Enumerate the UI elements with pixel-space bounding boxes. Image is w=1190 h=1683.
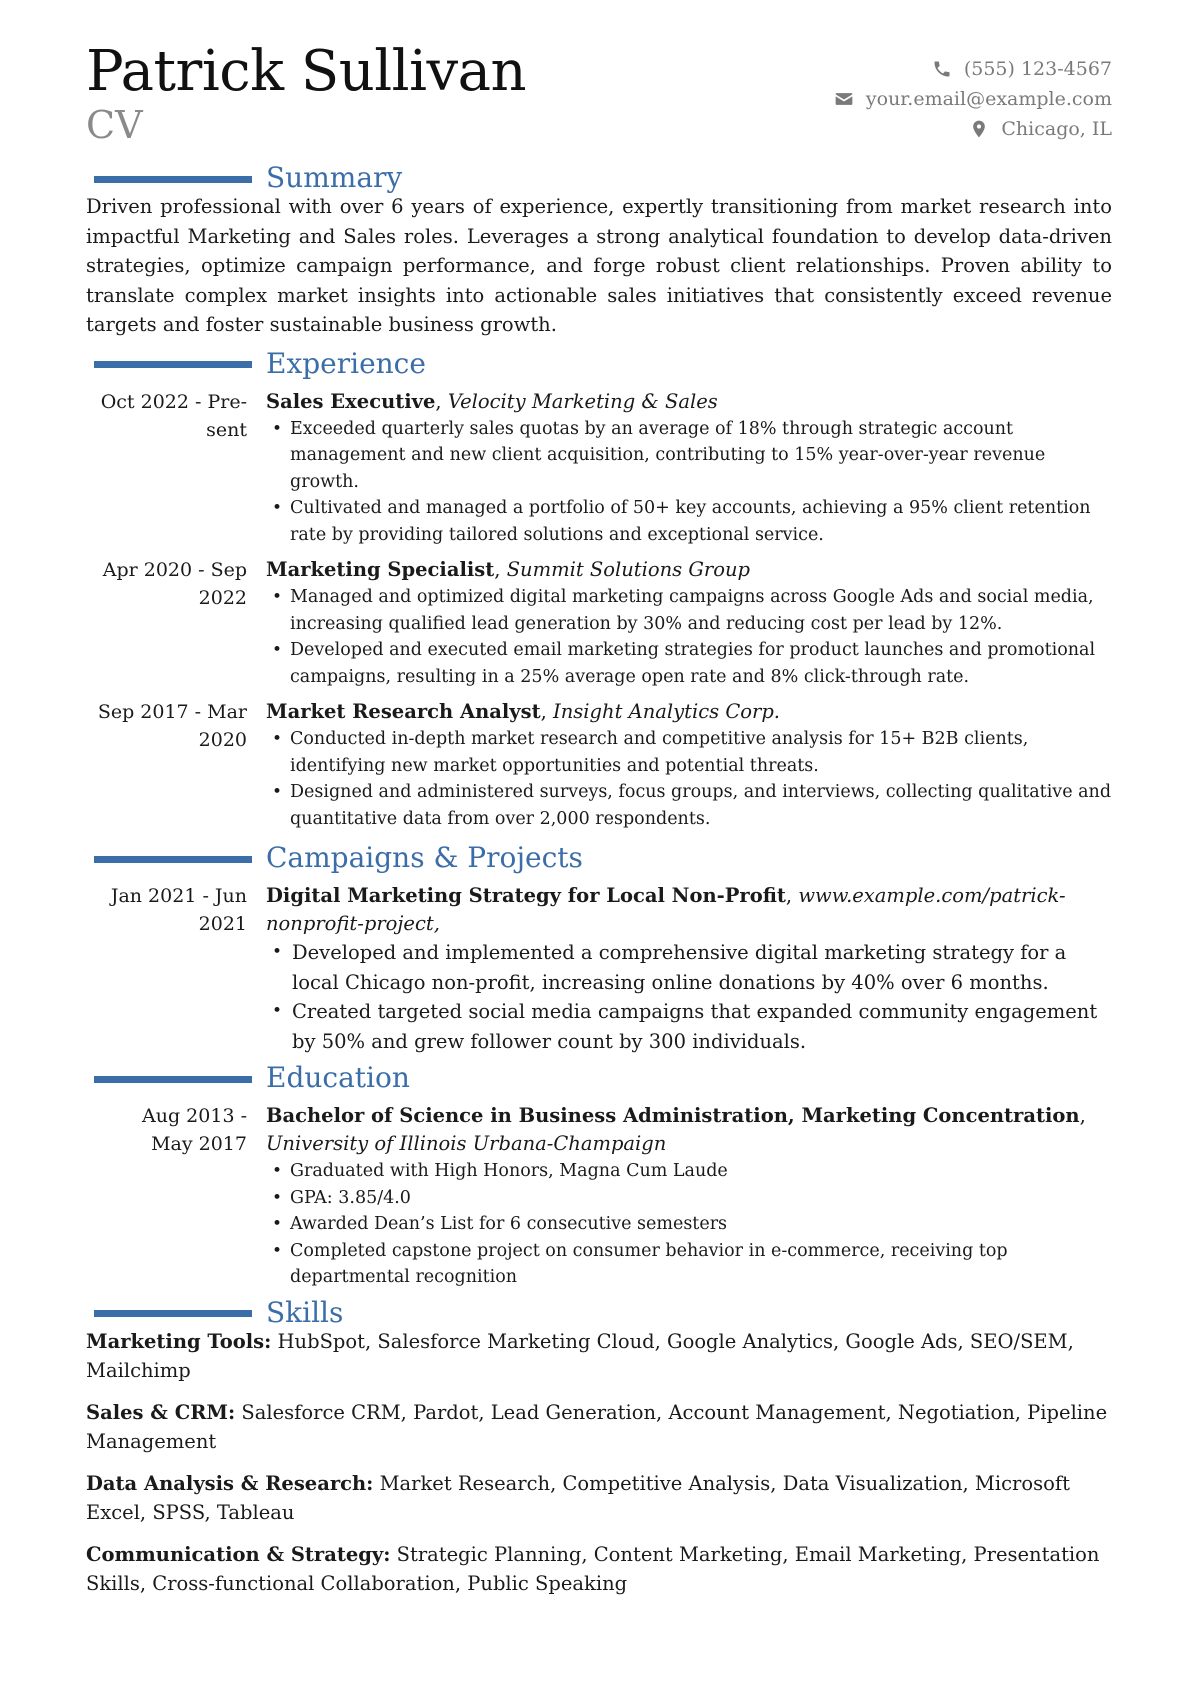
summary-text: Driven professional with over 6 years of experience, expertly transitioning from market research into impactful Marketing and Sales roles. Leverages a strong analytical foundation to develop data-driven strategies, optimize campaign performance, and forge robust client relationships. Proven ability to translate complex market insights into actionable sales initiatives that consistently exceed revenue targets and foster sustainable business growth. <box>86 195 1112 336</box>
section-title-education: Education <box>266 1061 410 1094</box>
contact-email[interactable] <box>834 84 1112 114</box>
skill-category: Marketing Tools: <box>86 1329 272 1353</box>
entry-date <box>86 556 247 690</box>
degree: Bachelor of Science in Business Administration, Marketing Concentration <box>266 1104 1080 1127</box>
contact-info <box>834 54 1112 144</box>
skill-row <box>86 1469 1112 1528</box>
entry-body <box>266 698 1112 832</box>
date-line: Jan 2021 - Jun <box>110 885 247 907</box>
section-heading <box>86 838 1112 878</box>
location-text: Chicago, IL <box>1001 118 1112 140</box>
bullet-item: • Graduated with High Honors, Magna Cum Laude <box>266 1158 1112 1185</box>
bullet-list <box>266 584 1112 690</box>
project-entry <box>86 882 1112 1056</box>
bullet-item: • Awarded Dean’s List for 6 consecutive semesters <box>266 1211 1112 1238</box>
entry-title: Bachelor of Science in Business Administration, Marketing Concentration, <box>266 1104 1086 1127</box>
entry-body <box>266 1102 1112 1291</box>
skill-row <box>86 1398 1112 1457</box>
bullet-item: • Managed and optimized digital marketing campaigns across Google Ads and social media, increasing qualified lead generation by 30% and reducing cost per lead by 12%. <box>266 584 1112 637</box>
bullet-item: • Designed and administered surveys, focus groups, and interviews, collecting qualitative and quantitative data from over 2,000 respondents. <box>266 779 1112 832</box>
date-line: 2020 <box>198 729 247 751</box>
bullet-item: • Created targeted social media campaigns that expanded community engagement by 50% and grew follower count by 300 individuals. <box>266 997 1112 1056</box>
entry-title: Market Research Analyst, Insight Analytics Corp. <box>266 700 780 723</box>
date-line: Aug 2013 - <box>142 1105 247 1127</box>
organization: Velocity Marketing & Sales <box>447 389 718 413</box>
experience-entry <box>86 556 1112 690</box>
education-entry <box>86 1102 1112 1291</box>
skill-values: Salesforce CRM, Pardot, Lead Generation, Account Management, Negotiation, Pipeline Management <box>86 1400 1108 1453</box>
phone-icon <box>932 59 952 79</box>
summary-section <box>86 158 1112 340</box>
entry-body <box>266 556 1112 690</box>
section-accent-bar <box>94 1310 252 1317</box>
section-accent-bar <box>94 176 252 183</box>
skill-values: Strategic Planning, Content Marketing, Email Marketing, Presentation Skills, Cross-functional Collaboration, Public Speaking <box>86 1542 1100 1595</box>
entry-title: Digital Marketing Strategy for Local Non-Profit, www.example.com/patrick-nonprofit-project, <box>266 884 1066 935</box>
date-line: 2022 <box>198 587 247 609</box>
skill-values: Market Research, Competitive Analysis, Data Visualization, Microsoft Excel, SPSS, Tableau <box>86 1471 1070 1524</box>
institution-line <box>266 1130 1112 1158</box>
section-title-experience: Experience <box>266 346 426 380</box>
date-line: Sep 2017 - Mar <box>97 701 247 723</box>
entry-body <box>266 882 1112 1056</box>
job-role: Sales Executive <box>266 389 436 413</box>
skill-category: Communication & Strategy: <box>86 1542 391 1566</box>
skill-row <box>86 1327 1112 1386</box>
bullet-list <box>266 726 1112 832</box>
cv-page <box>86 40 1112 1611</box>
section-title-summary: Summary <box>266 161 403 194</box>
entry-title: Marketing Specialist, Summit Solutions Group <box>266 558 751 581</box>
skill-category: Sales & CRM: <box>86 1400 236 1424</box>
skills-section <box>86 1293 1112 1599</box>
date-line: 2021 <box>198 913 247 935</box>
section-accent-bar <box>94 856 252 863</box>
cv-header <box>86 40 1112 158</box>
bullet-item: • Developed and implemented a comprehensive digital marketing strategy for a local Chicago non-profit, increasing online donations by 40% over 6 months. <box>266 938 1112 997</box>
section-accent-bar <box>94 361 252 368</box>
bullet-item: • Conducted in-depth market research and competitive analysis for 15+ B2B clients, identifying new market opportunities and potential threats. <box>266 726 1112 779</box>
bullet-list <box>266 938 1112 1056</box>
section-title-projects: Campaigns & Projects <box>266 841 583 874</box>
full-name: Patrick Sullivan <box>86 39 527 104</box>
bullet-item: • Cultivated and managed a portfolio of 50+ key accounts, achieving a 95% client retention rate by providing tailored solutions and exceptional service. <box>266 495 1112 548</box>
institution: University of Illinois Urbana-Champaign <box>266 1132 667 1155</box>
job-role: Marketing Specialist <box>266 558 495 581</box>
envelope-icon <box>834 89 854 109</box>
skill-values: HubSpot, Salesforce Marketing Cloud, Google Analytics, Google Ads, SEO/SEM, Mailchimp <box>86 1329 1074 1382</box>
entry-date <box>86 698 247 832</box>
project-link[interactable]: www.example.com/patrick-nonprofit-project, <box>266 884 1066 935</box>
date-line: May 2017 <box>151 1133 247 1155</box>
map-pin-icon <box>969 119 989 139</box>
date-line: Oct 2022 - Pre- <box>100 390 247 413</box>
skill-row <box>86 1540 1112 1599</box>
organization: Insight Analytics Corp. <box>553 700 780 723</box>
section-title-skills: Skills <box>266 1295 344 1329</box>
experience-entry <box>86 698 1112 832</box>
job-role: Market Research Analyst <box>266 700 541 723</box>
entry-body <box>266 388 1112 549</box>
experience-entry <box>86 388 1112 549</box>
section-accent-bar <box>94 1076 252 1083</box>
date-line: sent <box>206 418 247 441</box>
section-heading <box>86 1058 1112 1098</box>
skill-category: Data Analysis & Research: <box>86 1471 374 1495</box>
entry-date <box>86 1102 247 1291</box>
bullet-item: • Developed and executed email marketing strategies for product launches and promotional campaigns, resulting in a 25% average open rate and 8% click-through rate. <box>266 637 1112 690</box>
contact-phone[interactable] <box>834 54 1112 84</box>
project-name: Digital Marketing Strategy for Local Non-Profit <box>266 884 786 907</box>
bullet-item: • GPA: 3.85/4.0 <box>266 1185 1112 1212</box>
phone-text: (555) 123-4567 <box>963 58 1112 80</box>
bullet-item: • Completed capstone project on consumer behavior in e-commerce, receiving top departmental recognition <box>266 1238 1112 1291</box>
skills-list <box>86 1327 1112 1599</box>
projects-section <box>86 838 1112 1056</box>
bullet-list <box>266 416 1112 549</box>
date-line: Apr 2020 - Sep <box>102 559 247 581</box>
bullet-list <box>266 1158 1112 1291</box>
contact-location <box>834 114 1112 144</box>
bullet-item: • Exceeded quarterly sales quotas by an average of 18% through strategic account management and new client acquisition, contributing to 15% year-over-year revenue growth. <box>266 416 1112 496</box>
email-text: your.email@example.com <box>865 88 1112 110</box>
experience-section <box>86 344 1112 833</box>
entry-date <box>86 388 247 549</box>
entry-title: Sales Executive, Velocity Marketing & Sales <box>266 389 718 413</box>
document-subtitle: CV <box>86 103 143 147</box>
organization: Summit Solutions Group <box>506 558 751 581</box>
entry-date <box>86 882 247 1056</box>
section-heading <box>86 344 1112 384</box>
education-section <box>86 1058 1112 1291</box>
